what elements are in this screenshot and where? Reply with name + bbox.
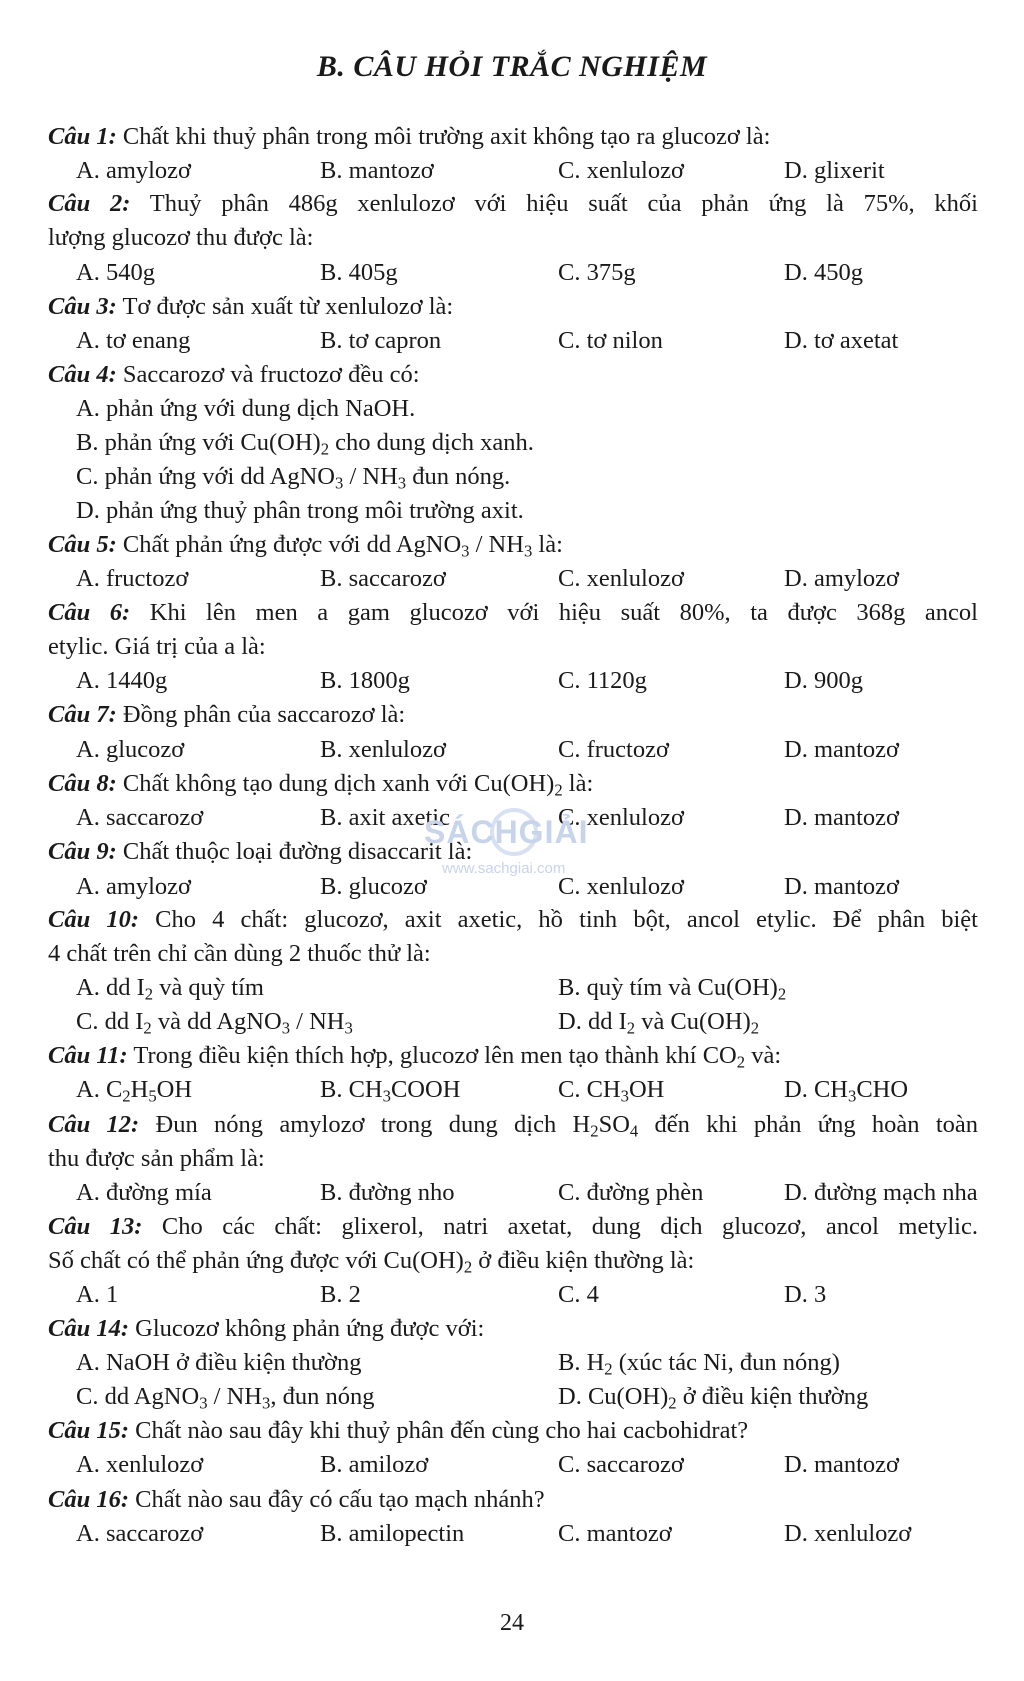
option-d: D. 900g [784,667,863,694]
option-b: B. 405g [320,259,398,286]
options-row [48,460,978,494]
option-c: C. tơ nilon [558,327,663,354]
option-a: A. amylozơ [76,873,192,900]
question-10 [48,903,978,937]
option-c: C. 1120g [558,667,647,694]
question-text: Cho 4 chất: glucozơ, axit axetic, hồ tinh bột, ancol etylic. Để phân biệt [139,906,978,933]
option-a: A. 540g [76,259,155,286]
option-a: A. $C_2H_5OH$ [76,1076,193,1106]
question-text: Khi lên men a gam glucozơ với hiệu suất 80%, ta được 368g ancol [130,599,978,626]
question-label: Câu 1: [48,123,117,150]
option-c: C. dd $I_2$ và dd AgNO$_3$ / $NH_3$ [76,1008,353,1038]
option-a: A. glucozơ [76,736,185,763]
option-a: A. dd $I_2$ và quỳ tím [76,974,264,1004]
options-row [48,1176,978,1210]
question-text-continued: thu được sản phẩm là: [48,1145,265,1172]
question-text-continued: etylic. Giá trị của a là: [48,633,266,660]
question-text: Thuỷ phân 486g xenlulozơ với hiệu suất của phản ứng là 75%, khối [130,190,978,217]
options-row [48,870,978,904]
option-b: B. $H_2$ (xúc tác Ni, đun nóng) [558,1349,840,1379]
question-16 [48,1483,978,1517]
option-b: B. xenlulozơ [320,736,446,763]
options-row [48,1517,978,1551]
question-8 [48,767,978,801]
question-label: Câu 2: [48,190,131,217]
question-label: Câu 14: [48,1315,130,1342]
options-row [48,801,978,835]
option-c: C. xenlulozơ [558,157,684,184]
option-a: A. xenlulozơ [76,1451,204,1478]
option-d: D. $Cu(OH)_2$ ở điều kiện thường [558,1383,869,1413]
option-b: B. phản ứng với $Cu(OH)_2$ cho dung dịch xanh. [76,429,534,459]
option-d: D. mantozơ [784,736,900,763]
question-label: Câu 6: [48,599,131,626]
question-14 [48,1312,978,1346]
option-a: A. fructozơ [76,565,189,592]
question-label: Câu 16: [48,1486,130,1513]
option-c: C. phản ứng với dd AgNO$_3$ / $NH_3$ đun nóng. [76,463,511,493]
option-b: B. axit axetic [320,804,450,831]
question-text: Trong điều kiện thích hợp, glucozơ lên men tạo thành khí $CO_2$ và: [127,1042,782,1072]
option-c: C. xenlulozơ [558,804,684,831]
options-row [48,256,978,290]
option-a: A. phản ứng với dung dịch NaOH. [76,395,416,422]
options-row [48,154,978,188]
option-c: C. 4 [558,1281,599,1308]
question-text-continued: Số chất có thể phản ứng được với $Cu(OH)_2$ ở điều kiện thường là: [48,1247,695,1277]
question-text: Saccarozơ và fructozơ đều có: [116,361,420,388]
option-a: A. NaOH ở điều kiện thường [76,1349,362,1376]
question-11 [48,1039,978,1073]
option-c: C. mantozơ [558,1520,672,1547]
options-row [48,426,978,460]
option-a: A. đường mía [76,1179,212,1206]
watermark-url: www.sachgiai.com [442,860,566,877]
option-b: B. saccarozơ [320,565,446,592]
question-text: Cho các chất: glixerol, natri axetat, dung dịch glucozơ, ancol metylic. [142,1213,978,1240]
option-b: B. 1800g [320,667,410,694]
watermark-brand: SÁCHGIẢI [424,814,589,850]
question-label: Câu 11: [48,1042,128,1069]
option-d: D. phản ứng thuỷ phân trong môi trường axit. [76,497,524,524]
options-row [48,562,978,596]
options-row [48,1005,978,1039]
question-label: Câu 13: [48,1213,143,1240]
question-3 [48,290,978,324]
options-row [48,1278,978,1312]
question-text: Đồng phân của saccarozơ là: [116,701,406,728]
option-a: A. tơ enang [76,327,191,354]
options-row [48,733,978,767]
option-b: B. đường nho [320,1179,455,1206]
question-text: Chất không tạo dung dịch xanh với $Cu(OH)_2$ là: [116,770,594,800]
option-d: D. amylozơ [784,565,900,592]
question-text: Chất phản ứng được với dd AgNO$_3$ / $NH_3$ là: [116,531,563,561]
question-15 [48,1414,978,1448]
question-9 [48,835,978,869]
option-d: D. đường mạch nha [784,1179,978,1206]
option-d: D. mantozơ [784,1451,900,1478]
question-text-continued: lượng glucozơ thu được là: [48,224,314,251]
option-b: B. tơ capron [320,327,442,354]
question-label: Câu 12: [48,1111,140,1138]
page-number: 24 [500,1610,524,1636]
option-d: D. dd $I_2$ và $Cu(OH)_2$ [558,1008,760,1038]
question-13 [48,1210,978,1244]
question-12 [48,1108,978,1142]
question-6 [48,596,978,630]
question-label: Câu 8: [48,770,117,797]
option-c: C. saccarozơ [558,1451,684,1478]
option-d: D. tơ axetat [784,327,899,354]
options-row [48,971,978,1005]
question-text-continued: 4 chất trên chỉ cần dùng 2 thuốc thử là: [48,940,431,967]
option-d: D. glixerit [784,157,885,184]
option-c: C. xenlulozơ [558,873,684,900]
question-label: Câu 3: [48,293,117,320]
question-5 [48,528,978,562]
option-b: B. amilopectin [320,1520,465,1547]
section-title: B. CÂU HỎI TRẮC NGHIỆM [316,50,708,83]
option-d: D. 3 [784,1281,827,1308]
options-row [48,1073,978,1107]
option-c: C. $CH_3OH$ [558,1076,665,1106]
question-label: Câu 4: [48,361,117,388]
option-c: C. xenlulozơ [558,565,684,592]
question-text: Tơ được sản xuất từ xenlulozơ là: [116,293,454,320]
question-2 [48,187,978,221]
option-b: B. glucozơ [320,873,427,900]
question-label: Câu 5: [48,531,117,558]
options-row [48,1448,978,1482]
options-row [48,494,978,528]
options-row [48,1380,978,1414]
option-a: A. 1440g [76,667,168,694]
option-b: B. $CH_3COOH$ [320,1076,461,1106]
options-row [48,664,978,698]
question-text: Chất thuộc loại đường disaccarit là: [116,838,473,865]
question-7 [48,698,978,732]
question-4 [48,358,978,392]
options-row [48,392,978,426]
question-text: Glucozơ không phản ứng được với: [129,1315,485,1342]
question-label: Câu 9: [48,838,117,865]
option-b: B. 2 [320,1281,361,1308]
question-text: Chất nào sau đây có cấu tạo mạch nhánh? [129,1486,545,1513]
option-c: C. fructozơ [558,736,669,763]
option-d: D. mantozơ [784,873,900,900]
option-d: D. xenlulozơ [784,1520,912,1547]
question-text: Chất nào sau đây khi thuỷ phân đến cùng cho hai cacbohidrat? [129,1417,749,1444]
option-d: D. mantozơ [784,804,900,831]
question-1 [48,120,978,154]
option-a: A. amylozơ [76,157,192,184]
question-text: Đun nóng amylozơ trong dung dịch $H_2SO_4$ đến khi phản ứng hoàn toàn [139,1111,978,1141]
question-label: Câu 15: [48,1417,130,1444]
option-a: A. saccarozơ [76,1520,204,1547]
option-d: D. $CH_3CHO$ [784,1076,909,1106]
options-row [48,324,978,358]
option-d: D. 450g [784,259,863,286]
option-b: B. mantozơ [320,157,434,184]
option-a: A. saccarozơ [76,804,204,831]
option-a: A. 1 [76,1281,119,1308]
question-label: Câu 10: [48,906,140,933]
option-b: B. quỳ tím và $Cu(OH)_2$ [558,974,787,1004]
option-c: C. 375g [558,259,636,286]
option-c: C. dd AgNO$_3$ / $NH_3$, đun nóng [76,1383,375,1413]
question-text: Chất khi thuỷ phân trong môi trường axit không tạo ra glucozơ là: [116,123,771,150]
option-b: B. amilozơ [320,1451,429,1478]
question-label: Câu 7: [48,701,117,728]
options-row [48,1346,978,1380]
option-c: C. đường phèn [558,1179,704,1206]
